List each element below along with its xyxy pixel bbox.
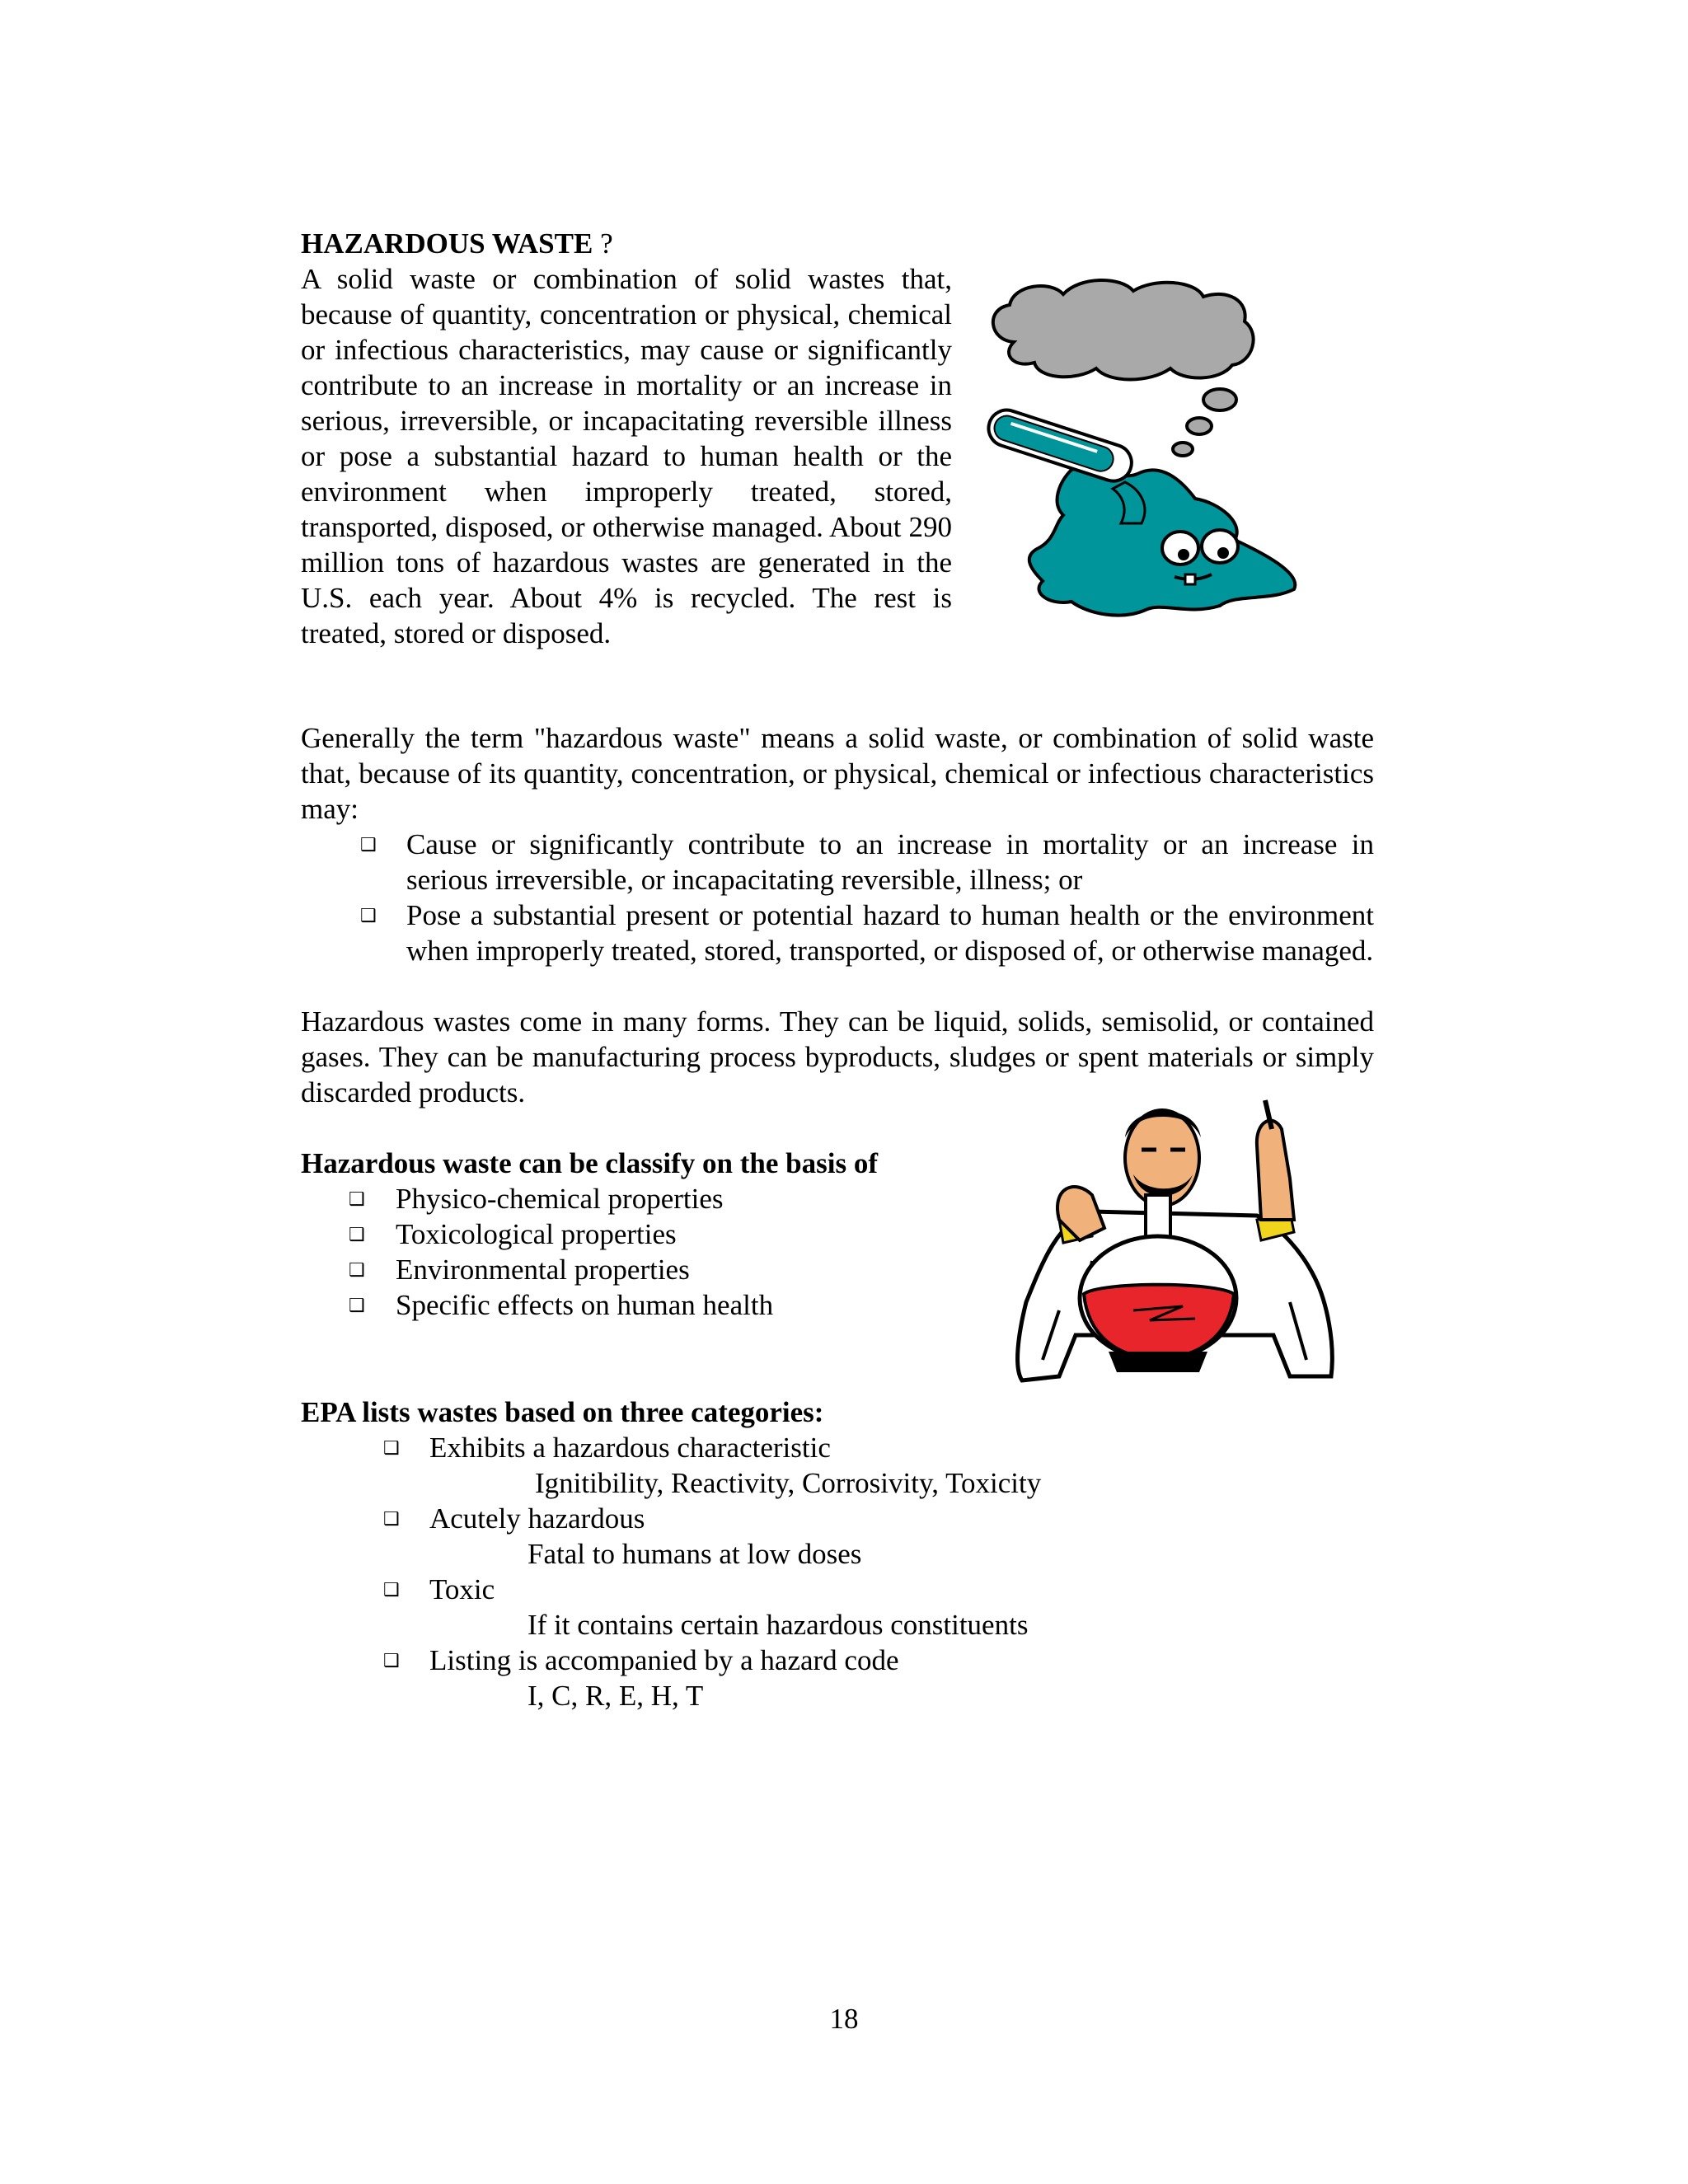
list-item bbox=[301, 898, 1374, 1004]
page-number: 18 bbox=[829, 2003, 859, 2035]
checkbox-bullet-icon: ❑ bbox=[383, 1579, 400, 1600]
category-detail-text: Ignitibility, Reactivity, Corrosivity, Toxicity bbox=[535, 1467, 1042, 1499]
thought-cloud bbox=[993, 280, 1254, 380]
blob-eye-left bbox=[1162, 532, 1198, 565]
classification-item: Specific effects on human health bbox=[396, 1289, 774, 1321]
classification-item: Toxicological properties bbox=[396, 1218, 677, 1250]
test-tube bbox=[984, 405, 1137, 485]
checkbox-bullet-icon: ❑ bbox=[360, 905, 377, 926]
category-detail bbox=[528, 1607, 1028, 1643]
flask-base bbox=[1109, 1352, 1207, 1372]
category-detail bbox=[528, 1536, 861, 1572]
classification-item: Environmental properties bbox=[396, 1254, 690, 1286]
category-detail-text: Fatal to humans at low doses bbox=[528, 1538, 862, 1570]
classification-section bbox=[301, 1146, 1043, 1181]
epa-section bbox=[301, 1394, 1207, 1430]
classification-item: Physico-chemical properties bbox=[396, 1183, 724, 1215]
raised-hand bbox=[1257, 1121, 1294, 1220]
epa-heading: EPA lists wastes based on three categories: bbox=[301, 1396, 824, 1428]
section-heading bbox=[301, 226, 952, 261]
category-label: Toxic bbox=[429, 1573, 495, 1605]
checkbox-bullet-icon: ❑ bbox=[383, 1650, 400, 1671]
heading-suffix: ? bbox=[593, 227, 613, 260]
checkbox-bullet-icon: ❑ bbox=[383, 1508, 400, 1529]
category-detail bbox=[535, 1465, 1041, 1501]
category-label: Exhibits a hazardous characteristic bbox=[429, 1432, 831, 1464]
definition-paragraph: A solid waste or combination of solid wastes that, because of quantity, concentration or physical, chemical or infectious characteristics, may cause or significantly contribute to an increase in mortality or an increase in serious, irreversible, or incapacitating reversible illness or pose a substantial hazard to human health or the environment when improperly treated, stored, transported, disposed, or otherwise managed. About 290 million tons of hazardous wastes are generated in the U.S. each year. About 4% is recycled. The rest is treated, stored or disposed. bbox=[301, 263, 952, 649]
epa-category-list bbox=[301, 1430, 1207, 1727]
hazardous-waste-section bbox=[301, 226, 952, 651]
definition-bullet-list bbox=[301, 827, 1374, 1004]
classification-heading: Hazardous waste can be classify on the basis of bbox=[301, 1147, 879, 1179]
checkbox-bullet-icon: ❑ bbox=[349, 1259, 365, 1280]
scientist-illustration bbox=[1010, 1096, 1339, 1401]
forms-paragraph-wrap bbox=[301, 1004, 1374, 1110]
bullet-text: Pose a substantial present or potential hazard to human health or the environment when improperly treated, stored, transported, or disposed of, or otherwise managed. bbox=[406, 899, 1374, 967]
thought-bubble-medium bbox=[1187, 418, 1212, 434]
list-item bbox=[301, 827, 1374, 898]
checkbox-bullet-icon: ❑ bbox=[349, 1188, 365, 1209]
blob-pupil-right bbox=[1217, 547, 1229, 559]
checkbox-bullet-icon: ❑ bbox=[349, 1295, 365, 1315]
thought-bubble-small bbox=[1173, 443, 1193, 456]
blob-pupil-left bbox=[1178, 549, 1189, 560]
category-detail bbox=[528, 1678, 703, 1713]
general-definition-intro: Generally the term "hazardous waste" means a solid waste, or combination of solid waste that, because of its quantity, concentration, or physical, chemical or infectious characteristics may: bbox=[301, 722, 1374, 825]
blob-eye-right bbox=[1202, 530, 1238, 563]
checkbox-bullet-icon: ❑ bbox=[349, 1224, 365, 1244]
forms-paragraph: Hazardous wastes come in many forms. They can be liquid, solids, semisolid, or contained gases. They can be manufacturing process byproducts, sludges or spent materials or simply discarded products. bbox=[301, 1005, 1374, 1108]
category-detail-text: If it contains certain hazardous constituents bbox=[528, 1609, 1029, 1641]
heading-text: HAZARDOUS WASTE bbox=[301, 227, 593, 260]
definition-section bbox=[301, 720, 1374, 827]
checkbox-bullet-icon: ❑ bbox=[383, 1437, 400, 1458]
category-label: Listing is accompanied by a hazard code bbox=[429, 1644, 899, 1676]
bullet-text: Cause or significantly contribute to an increase in mortality or an increase in serious irreversible, or incapacitating reversible, illness; or bbox=[406, 828, 1374, 896]
category-detail-text: I, C, R, E, H, T bbox=[528, 1680, 704, 1712]
spill-illustration bbox=[973, 276, 1360, 626]
blob-tooth bbox=[1185, 574, 1195, 584]
thought-bubble-large bbox=[1203, 389, 1236, 410]
category-label: Acutely hazardous bbox=[429, 1502, 645, 1535]
checkbox-bullet-icon: ❑ bbox=[360, 834, 377, 855]
flask-liquid bbox=[1084, 1285, 1234, 1358]
